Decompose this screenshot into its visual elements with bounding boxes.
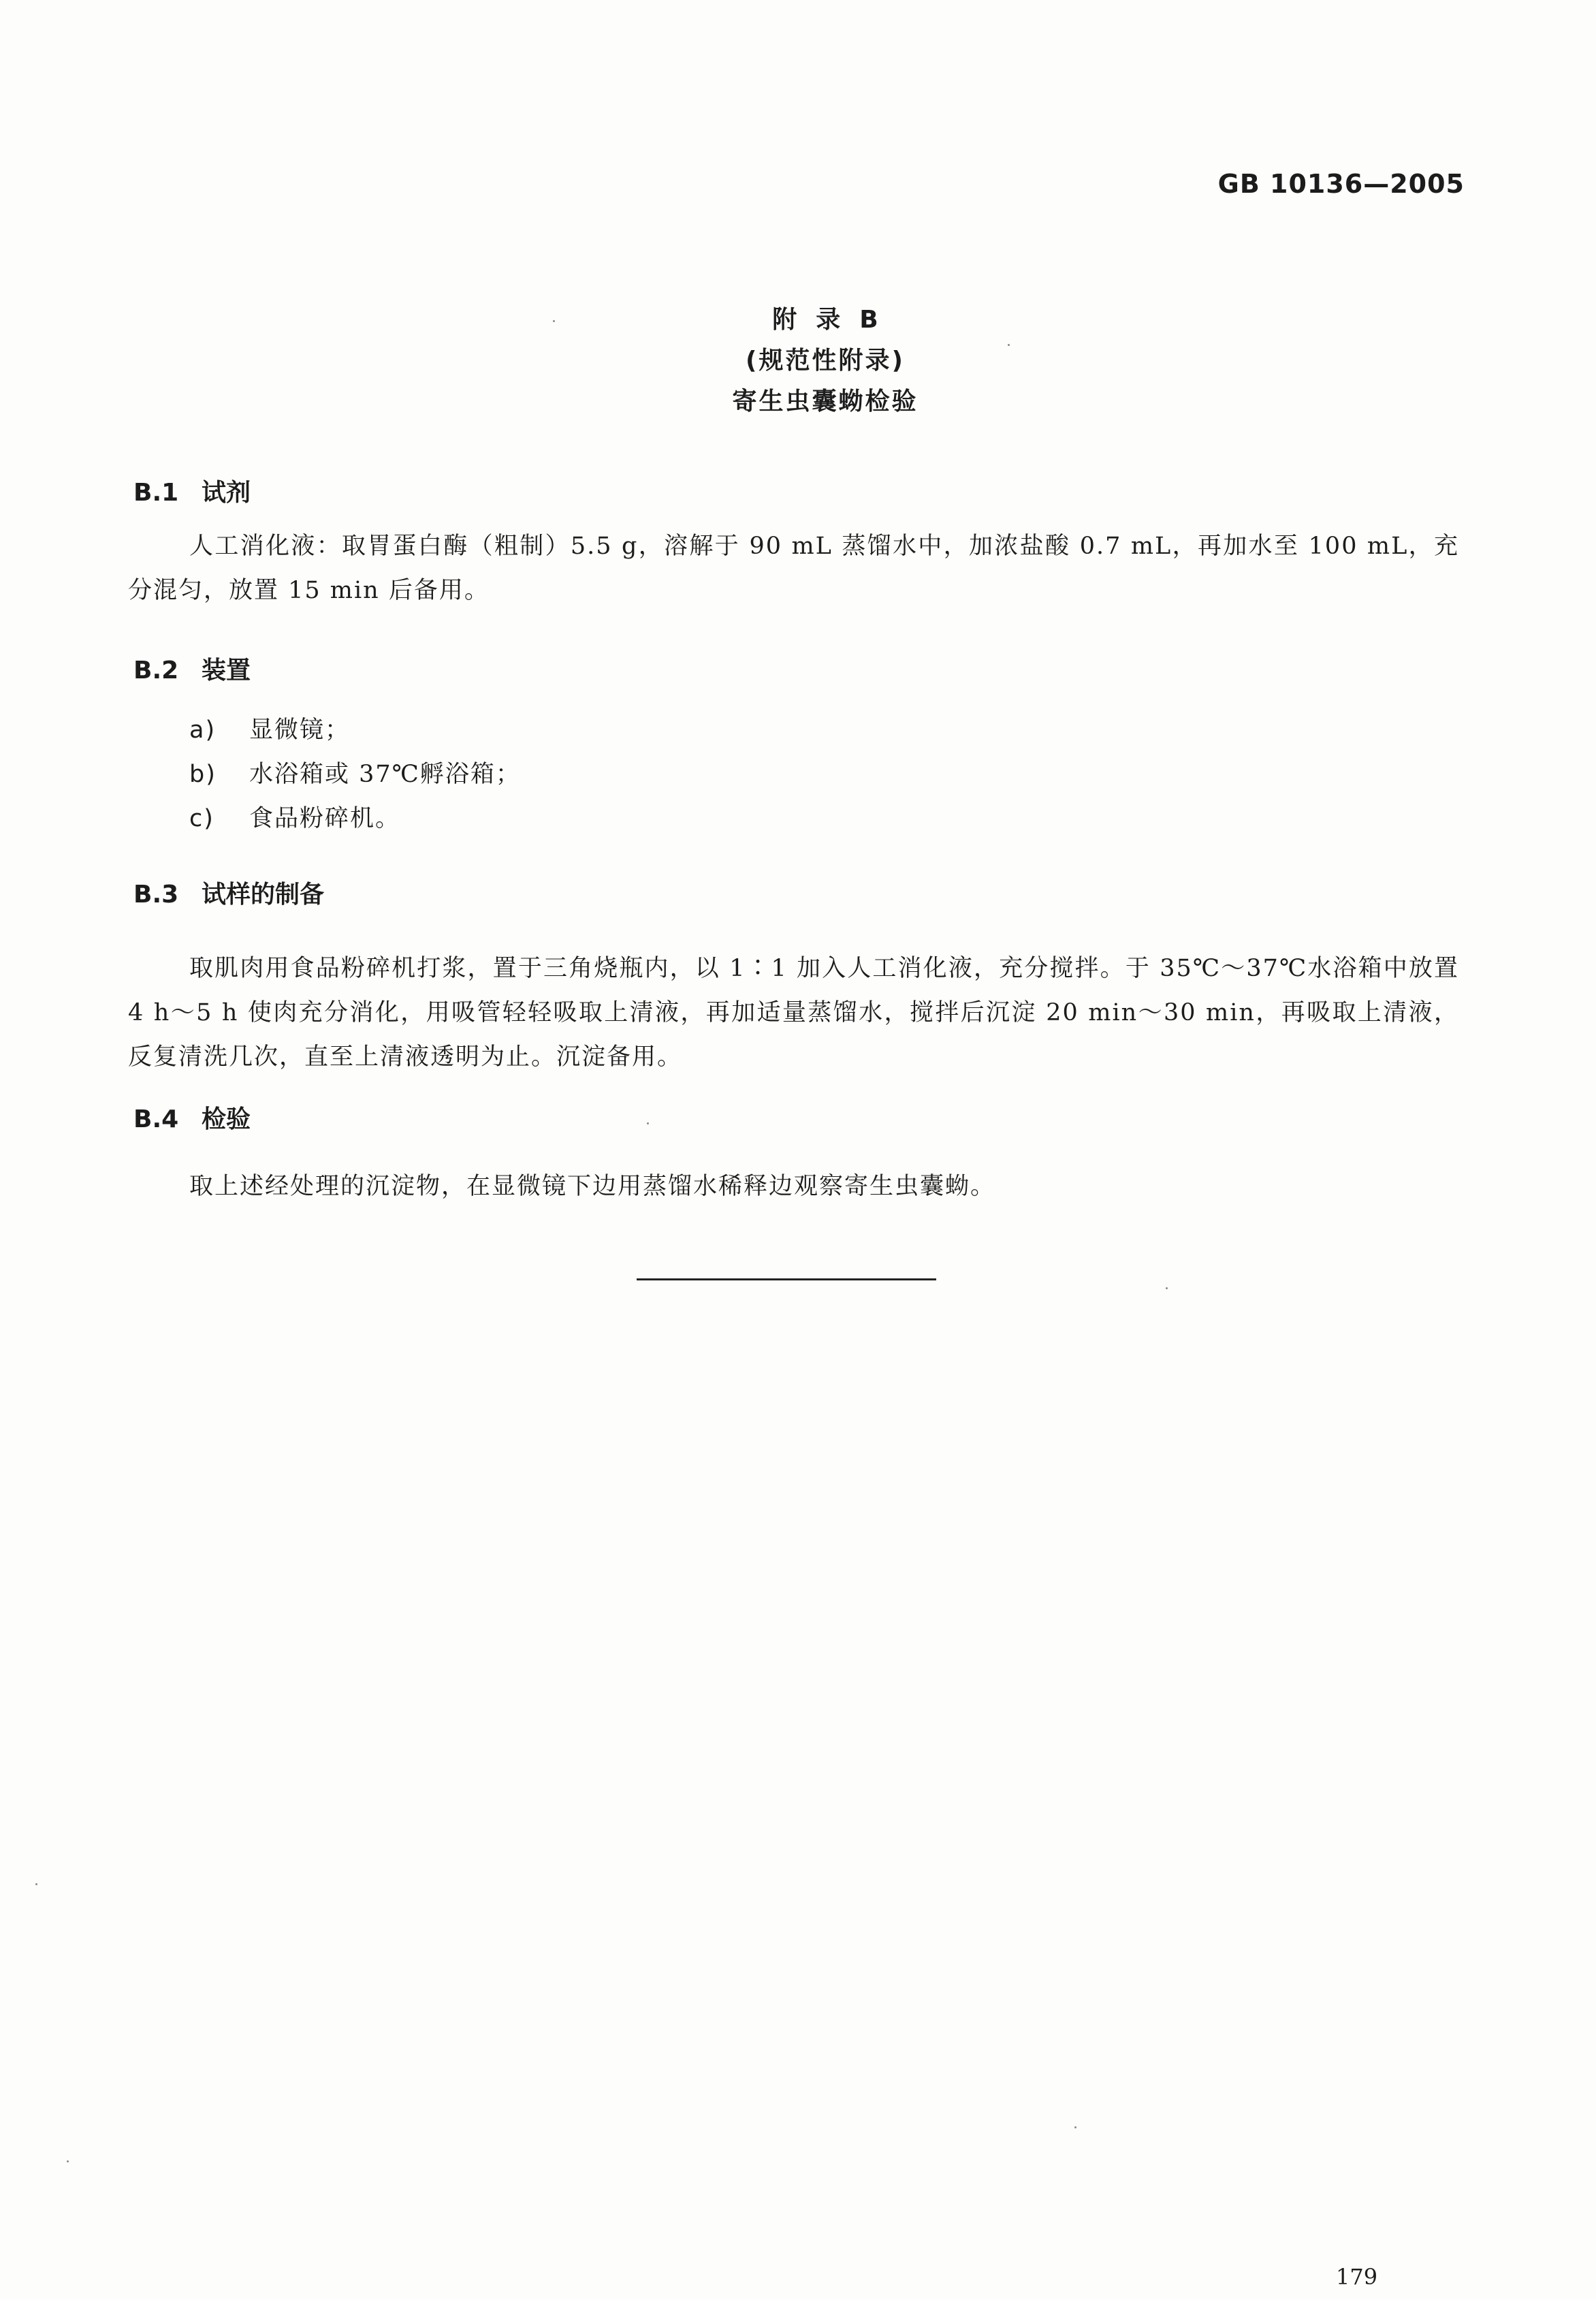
b1-paragraph: 人工消化液：取胃蛋白酶（粗制）5.5 g，溶解于 90 mL 蒸馏水中，加浓盐酸 0.7 mL，再加水至 100 mL，充分混匀，放置 15 min 后备用。 (128, 533, 1459, 604)
end-rule (637, 1278, 936, 1280)
annex-title: 寄生虫囊蚴检验 (732, 388, 919, 415)
list-item (189, 708, 521, 753)
section-number: B.4 (133, 1105, 179, 1133)
scan-speck (647, 1122, 649, 1124)
list-item-text: 水浴箱或 37℃孵浴箱； (249, 761, 521, 788)
b4-paragraph: 取上述经处理的沉淀物，在显微镜下边用蒸馏水稀释边观察寄生虫囊蚴。 (189, 1173, 996, 1200)
annex-type: (规范性附录) (746, 347, 905, 375)
list-item (189, 797, 521, 841)
section-heading-b3 (133, 875, 324, 910)
scan-speck (1008, 344, 1010, 346)
section-title: 装置 (202, 657, 251, 684)
section-heading-b2 (133, 651, 251, 686)
annex-title-block (0, 300, 1596, 422)
list-marker: a) (189, 716, 217, 744)
list-item-text: 食品粉碎机。 (249, 805, 401, 832)
standard-code: GB 10136—2005 (1217, 169, 1465, 199)
section-heading-b1 (133, 473, 251, 508)
equipment-list (189, 708, 521, 841)
section-title: 试样的制备 (202, 881, 325, 909)
list-item-text: 显微镜； (249, 716, 351, 744)
list-item (189, 753, 521, 797)
section-title: 试剂 (202, 479, 251, 507)
annex-label: 附录B (772, 306, 897, 334)
section-number: B.1 (133, 479, 179, 507)
section-number: B.3 (133, 881, 179, 909)
list-marker: c) (189, 805, 214, 832)
b3-paragraph: 取肌肉用食品粉碎机打浆，置于三角烧瓶内，以 1∶1 加入人工消化液，充分搅拌。于 35℃～37℃水浴箱中放置 4 h～5 h 使肉充分消化，用吸管轻轻吸取上清液，再加适量蒸馏水，搅拌后沉淀 20 min～30 min，再吸取上清液，反复清洗几次，直至上清液透明为止。沉淀备用。 (128, 955, 1459, 1071)
scan-speck (553, 320, 555, 322)
scan-speck (1074, 2126, 1076, 2128)
list-marker: b) (189, 761, 217, 788)
page-number: 179 (1336, 2264, 1378, 2290)
section-number: B.2 (133, 657, 179, 684)
scan-speck (35, 1883, 37, 1885)
scan-speck (1166, 1287, 1168, 1289)
scan-speck (67, 2160, 69, 2162)
section-title: 检验 (202, 1105, 251, 1133)
section-heading-b4 (133, 1100, 251, 1135)
